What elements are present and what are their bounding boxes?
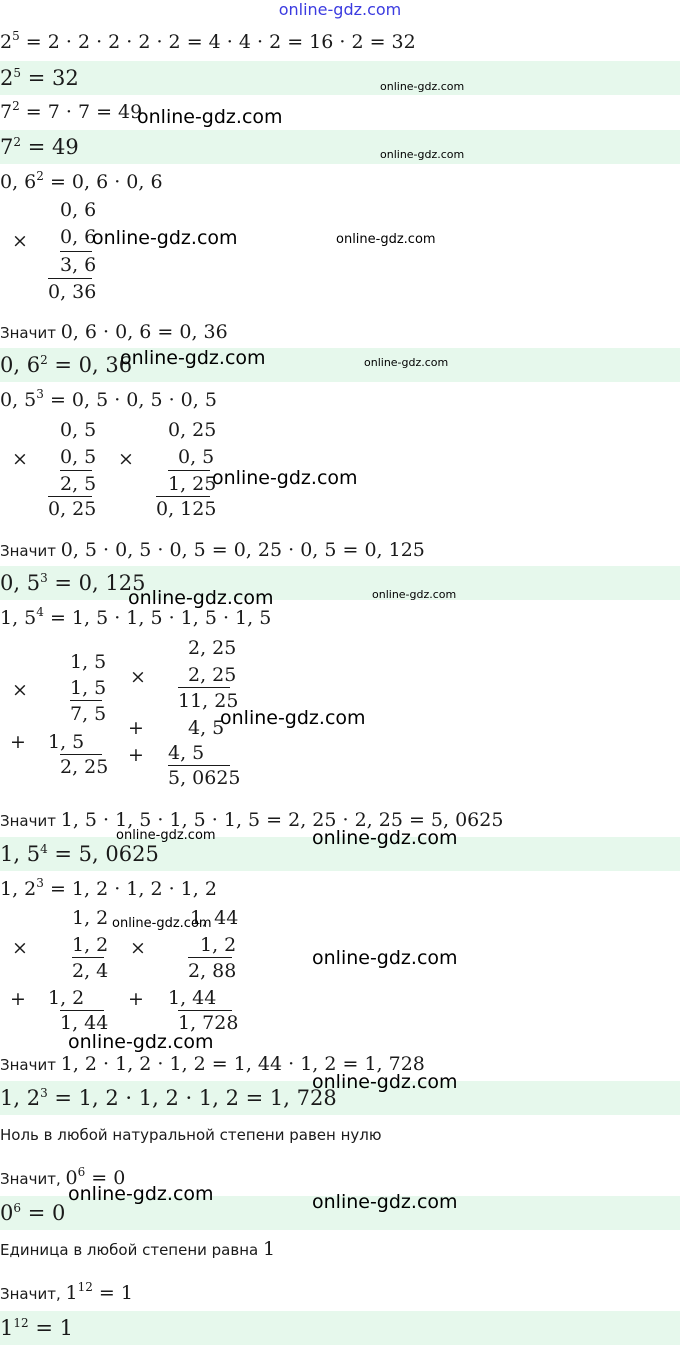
rule-text: Единица в любой степени равна 1 [0,1238,276,1260]
watermark: online-gdz.com [92,227,238,249]
operand: 0, 6 [60,199,97,221]
partial-product: 7, 5 [70,703,107,725]
operand: 0, 6 [60,226,97,248]
partial-product: 2, 5 [60,473,97,495]
watermark: online-gdz.com [220,707,366,729]
answer-band [0,566,680,600]
equation-line: 1, $2^3 = 1$, 2 · 1, 2 · 1, 2 [0,876,217,900]
operand: 0, 25 [168,419,217,441]
watermark: online-gdz.com [312,947,458,969]
plus-sign: + [128,744,144,766]
operand: 1, 5 [70,651,107,673]
times-sign: × [12,679,28,701]
answer-line: 1, $5^4 = 5$, 0625 [0,842,159,866]
watermark: online-gdz.com [68,1031,214,1053]
operand: 0, 5 [178,446,215,468]
partial-product: 2, 88 [188,960,237,982]
watermark: online-gdz.com [128,587,274,609]
operand: 0, 5 [60,446,97,468]
answer-band [0,130,680,164]
result: 2, 25 [60,756,109,778]
operand: 2, 25 [188,664,237,686]
watermark: online-gdz.com [312,827,458,849]
watermark: online-gdz.com [336,232,436,247]
watermark: online-gdz.com [112,916,212,931]
operand: 1, 2 [72,934,109,956]
result: 0, 36 [48,281,97,303]
times-sign: × [12,230,28,252]
answer-line: $0^6 = 0$ [0,1201,66,1225]
conclusion-line: Значит 1, 2 · 1, 2 · 1, 2 = 1, 44 · 1, 2 = 1, 728 [0,1053,425,1075]
plus-sign: + [10,988,26,1010]
operand: 1, 5 [70,677,107,699]
watermark: online-gdz.com [312,1071,458,1093]
operand: 1, 2 [200,934,237,956]
operand: 2, 25 [188,637,237,659]
plus-sign: + [128,717,144,739]
partial-product: 11, 25 [178,690,239,712]
result: 1, 44 [60,1012,109,1034]
times-sign: × [12,448,28,470]
times-sign: × [130,666,146,688]
partial-product: 1, 2 [48,987,85,1009]
result: 0, 25 [48,498,97,520]
watermark: online-gdz.com [137,106,283,128]
result: 1, 728 [178,1012,239,1034]
answer-line: $1^{12} = 1$ [0,1316,73,1340]
operand: 1, 2 [72,907,109,929]
watermark: online-gdz.com [372,588,457,601]
partial-product: 1, 25 [168,473,217,495]
watermark: online-gdz.com [68,1183,214,1205]
answer-line: $2^5 = 32$ [0,66,79,90]
watermark: online-gdz.com [364,356,449,369]
watermark: online-gdz.com [116,828,216,843]
result: 5, 0625 [168,767,241,789]
partial-product: 2, 4 [72,960,109,982]
equation-line: 1, $5^4 = 1$, 5 · 1, 5 · 1, 5 · 1, 5 [0,605,272,629]
partial-product: 1, 44 [168,987,217,1009]
operand: 0, 5 [60,419,97,441]
times-sign: × [130,937,146,959]
equation-line: $7^2 = 7 \cdot 7 = 49$ [0,99,143,123]
equation-line: $2^5 = 2 \cdot 2 \cdot 2 \cdot 2 \cdot 2 = 4 \cdot 4 \cdot 2 = 16 \cdot 2 = 32$ [0,29,416,53]
answer-line: $7^2 = 49$ [0,135,79,159]
watermark: online-gdz.com [120,347,266,369]
answer-line: 0, $5^3 = 0$, 125 [0,571,146,595]
watermark: online-gdz.com [212,467,358,489]
times-sign: × [12,937,28,959]
equation-line: 0, $6^2 = 0$, 6 · 0, 6 [0,169,163,193]
partial-product: 3, 6 [60,254,97,276]
answer-line: 1, $2^3 = 1$, 2 · 1, 2 · 1, 2 = 1, 728 [0,1086,337,1110]
conclusion-line: Значит 0, 6 · 0, 6 = 0, 36 [0,321,228,343]
answer-band [0,348,680,382]
times-sign: × [118,448,134,470]
equation-line: 0, $5^3 = 0$, 5 · 0, 5 · 0, 5 [0,387,217,411]
conclusion-line: Значит 1, 5 · 1, 5 · 1, 5 · 1, 5 = 2, 25 · 2, 25 = 5, 0625 [0,809,504,831]
answer-band [0,1311,680,1345]
conclusion-line: Значит, $1^{12} = 1$ [0,1280,133,1304]
partial-product: 4, 5 [168,742,205,764]
conclusion-line: Значит, $0^6 = 0$ [0,1165,126,1189]
partial-product: 4, 5 [188,717,225,739]
watermark: online-gdz.com [380,148,465,161]
answer-line: 0, $6^2 = 0$, 36 [0,353,133,377]
watermark: online-gdz.com [380,80,465,93]
rule-text: Ноль в любой натуральной степени равен нулю [0,1126,382,1144]
header-watermark: online-gdz.com [278,0,402,19]
plus-sign: + [128,988,144,1010]
watermark: online-gdz.com [312,1191,458,1213]
answer-band [0,61,680,95]
conclusion-line: Значит 0, 5 · 0, 5 · 0, 5 = 0, 25 · 0, 5 = 0, 125 [0,539,425,561]
plus-sign: + [10,731,26,753]
operand: 1, 44 [190,907,239,929]
partial-product: 1, 5 [48,731,85,753]
result: 0, 125 [156,498,217,520]
